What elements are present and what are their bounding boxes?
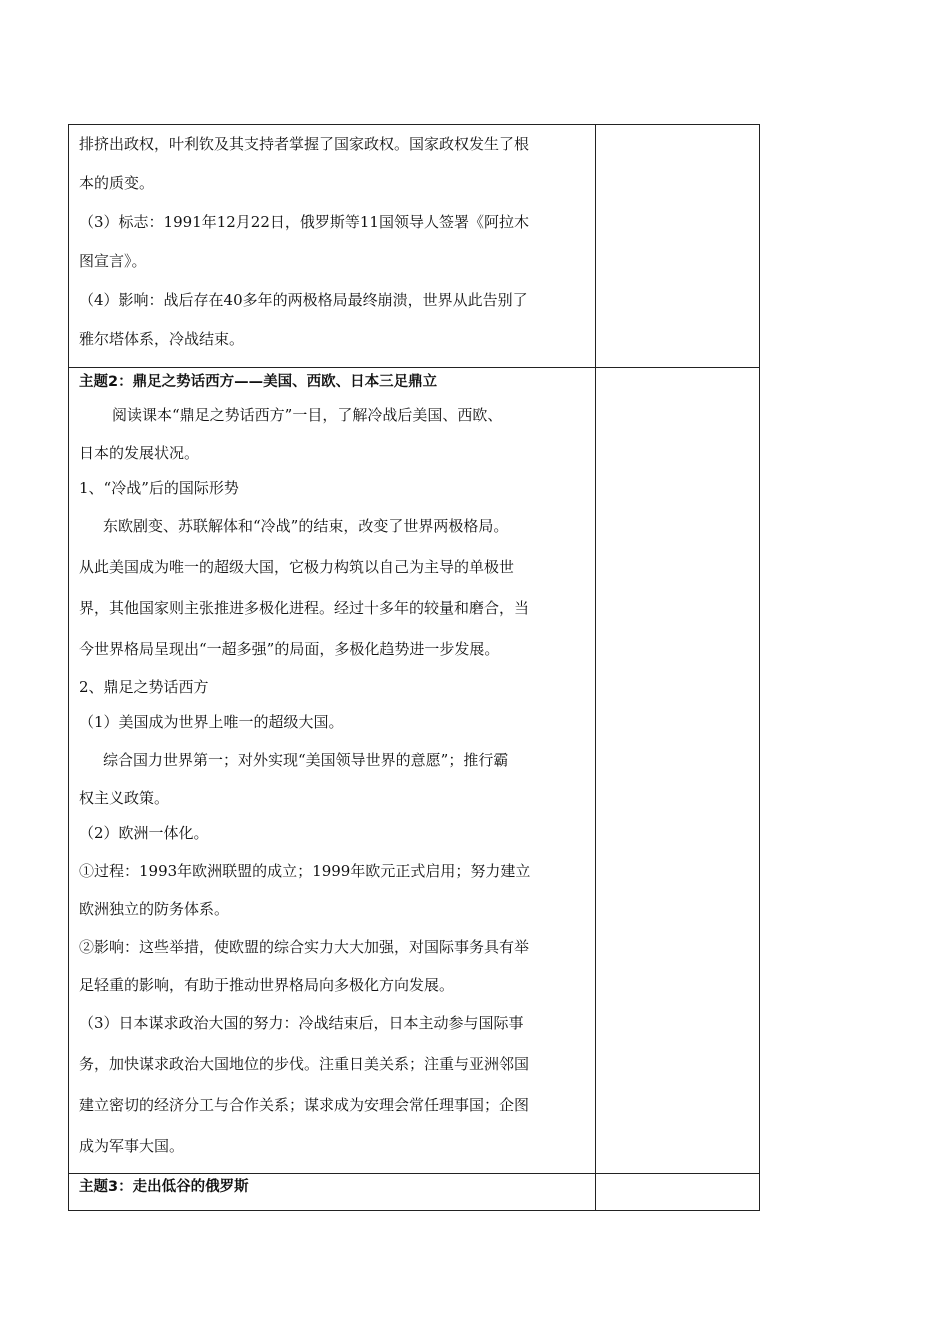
text-line: 本的质变。: [79, 174, 155, 192]
text-line: ①过程：1993年欧洲联盟的成立；1999年欧元正式启用；努力建立: [79, 862, 531, 880]
text-line: 成为军事大国。: [79, 1137, 185, 1155]
text-line: 务，加快谋求政治大国地位的步伐。注重日美关系；注重与亚洲邻国: [79, 1055, 530, 1073]
text-line: 图宣言》。: [79, 252, 147, 270]
text-line: 2、鼎足之势话西方: [79, 678, 209, 696]
text-line: 权主义政策。: [79, 789, 170, 807]
text-line: （3）标志：1991年12月22日，俄罗斯等11国领导人签署《阿拉木: [79, 213, 529, 231]
content-cell: [69, 1174, 596, 1211]
text-line: 界，其他国家则主张推进多极化进程。经过十多年的较量和磨合，当: [79, 599, 530, 617]
text-line: 雅尔塔体系，冷战结束。: [79, 330, 245, 348]
table-row: [69, 125, 760, 368]
notes-cell: [596, 125, 760, 368]
text-line: （2）欧洲一体化。: [79, 824, 209, 842]
text-line: 足轻重的影响，有助于推动世界格局向多极化方向发展。: [79, 976, 455, 994]
text-line: 建立密切的经济分工与合作关系；谋求成为安理会常任理事国；企图: [79, 1096, 530, 1114]
text-line: ②影响：这些举措，使欧盟的综合实力大大加强，对国际事务具有举: [79, 938, 530, 956]
text-line: 从此美国成为唯一的超级大国，它极力构筑以自己为主导的单极世: [79, 558, 515, 576]
lesson-table: [68, 124, 760, 1211]
section-heading: 主题2：鼎足之势话西方——美国、西欧、日本三足鼎立: [79, 374, 438, 390]
table-row: [69, 1174, 760, 1211]
text-line: （3）日本谋求政治大国的努力：冷战结束后，日本主动参与国际事: [79, 1014, 524, 1032]
text-line: 阅读课本“鼎足之势话西方”一目，了解冷战后美国、西欧、: [112, 406, 503, 424]
text-line: 东欧剧变、苏联解体和“冷战”的结束，改变了世界两极格局。: [103, 517, 509, 535]
content-cell: [69, 368, 596, 1174]
text-line: 日本的发展状况。: [79, 444, 200, 462]
text-line: 今世界格局呈现出“一超多强”的局面，多极化趋势进一步发展。: [79, 640, 500, 658]
text-line: 排挤出政权，叶利钦及其支持者掌握了国家政权。国家政权发生了根: [79, 135, 530, 153]
text-line: 1、“冷战”后的国际形势: [79, 479, 239, 497]
table-row: [69, 368, 760, 1174]
text-line: 欧洲独立的防务体系。: [79, 900, 230, 918]
notes-cell: [596, 368, 760, 1174]
text-line: 综合国力世界第一；对外实现“美国领导世界的意愿”；推行霸: [103, 751, 509, 769]
text-line: （4）影响：战后存在40多年的两极格局最终崩溃，世界从此告别了: [79, 291, 528, 309]
text-line: （1）美国成为世界上唯一的超级大国。: [79, 713, 344, 731]
section-heading: 主题3：走出低谷的俄罗斯: [79, 1179, 249, 1195]
notes-cell: [596, 1174, 760, 1211]
content-cell: [69, 125, 596, 368]
